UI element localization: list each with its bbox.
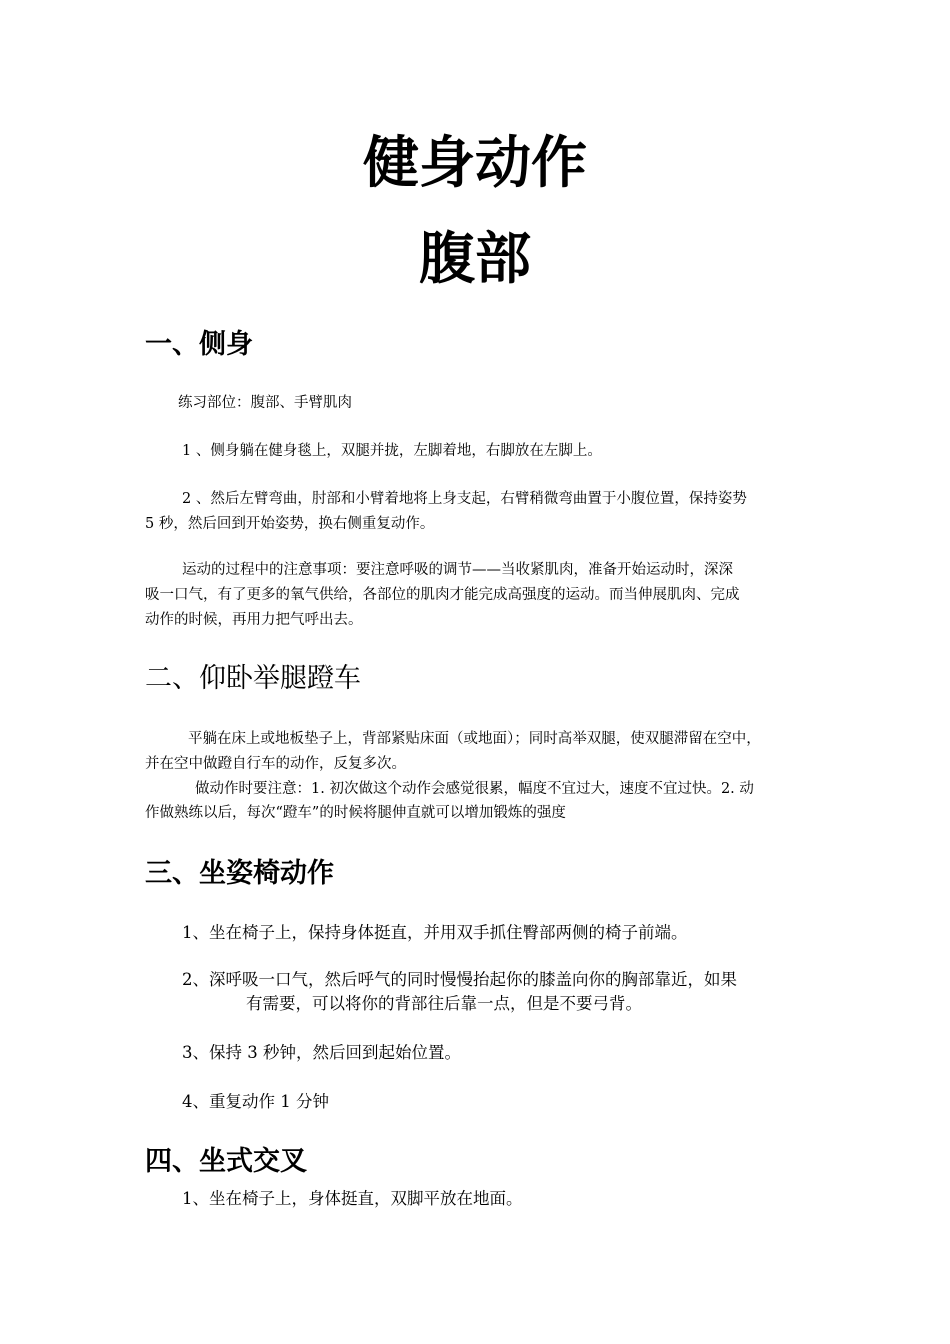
s2-para-1-line-1: 平躺在床上或地板垫子上，背部紧贴床面（或地面）；同时高举双腿，使双腿滞留在空中， [188, 731, 761, 747]
s1-step-2-line-1: 2 、然后左臂弯曲，肘部和小臂着地将上身支起，右臂稍微弯曲置于小腹位置，保持姿势 [182, 491, 747, 507]
s3-step-4: 4、重复动作 1 分钟 [182, 1092, 329, 1111]
document-title: 健身动作 [363, 131, 587, 196]
s3-step-1: 1、坐在椅子上，保持身体挺直，并用双手抓住臀部两侧的椅子前端。 [182, 923, 688, 942]
s3-step-2-line-2: 有需要，可以将你的背部往后靠一点，但是不要弓背。 [246, 994, 642, 1013]
section-3-heading: 三、坐姿椅动作 [145, 858, 334, 889]
s2-para-2-line-1: 做动作时要注意：1. 初次做这个动作会感觉很累，幅度不宜过大，速度不宜过快。2. 动 [195, 781, 754, 797]
section-4-heading: 四、坐式交叉 [145, 1146, 307, 1177]
s2-para-1-line-2: 并在空中做蹬自行车的动作，反复多次。 [145, 756, 406, 772]
section-1-heading: 一、侧身 [145, 329, 253, 360]
s4-step-1: 1、坐在椅子上，身体挺直，双脚平放在地面。 [182, 1189, 523, 1208]
s3-step-2-line-1: 2、深呼吸一口气，然后呼气的同时慢慢抬起你的膝盖向你的胸部靠近，如果 [182, 970, 737, 989]
s3-step-3: 3、保持 3 秒钟，然后回到起始位置。 [182, 1043, 461, 1062]
s1-target-text: 练习部位：腹部、手臂肌肉 [178, 395, 352, 411]
s1-step-1: 1 、侧身躺在健身毯上，双腿并拢，左脚着地，右脚放在左脚上。 [182, 443, 602, 459]
s1-note-line-1: 运动的过程中的注意事项：要注意呼吸的调节——当收紧肌肉，准备开始运动时，深深 [182, 562, 733, 578]
section-2-heading: 二、仰卧举腿蹬车 [145, 663, 361, 694]
s1-note-line-3: 动作的时候，再用力把气呼出去。 [145, 612, 363, 628]
s1-note-line-2: 吸一口气，有了更多的氧气供给，各部位的肌肉才能完成高强度的运动。而当伸展肌肉、完成 [145, 587, 740, 603]
s2-para-2-line-2: 作做熟练以后，每次“蹬车”的时候将腿伸直就可以增加锻炼的强度 [145, 805, 566, 821]
document-subtitle: 腹部 [419, 227, 531, 292]
s1-step-2-line-2: 5 秒，然后回到开始姿势，换右侧重复动作。 [145, 516, 435, 532]
